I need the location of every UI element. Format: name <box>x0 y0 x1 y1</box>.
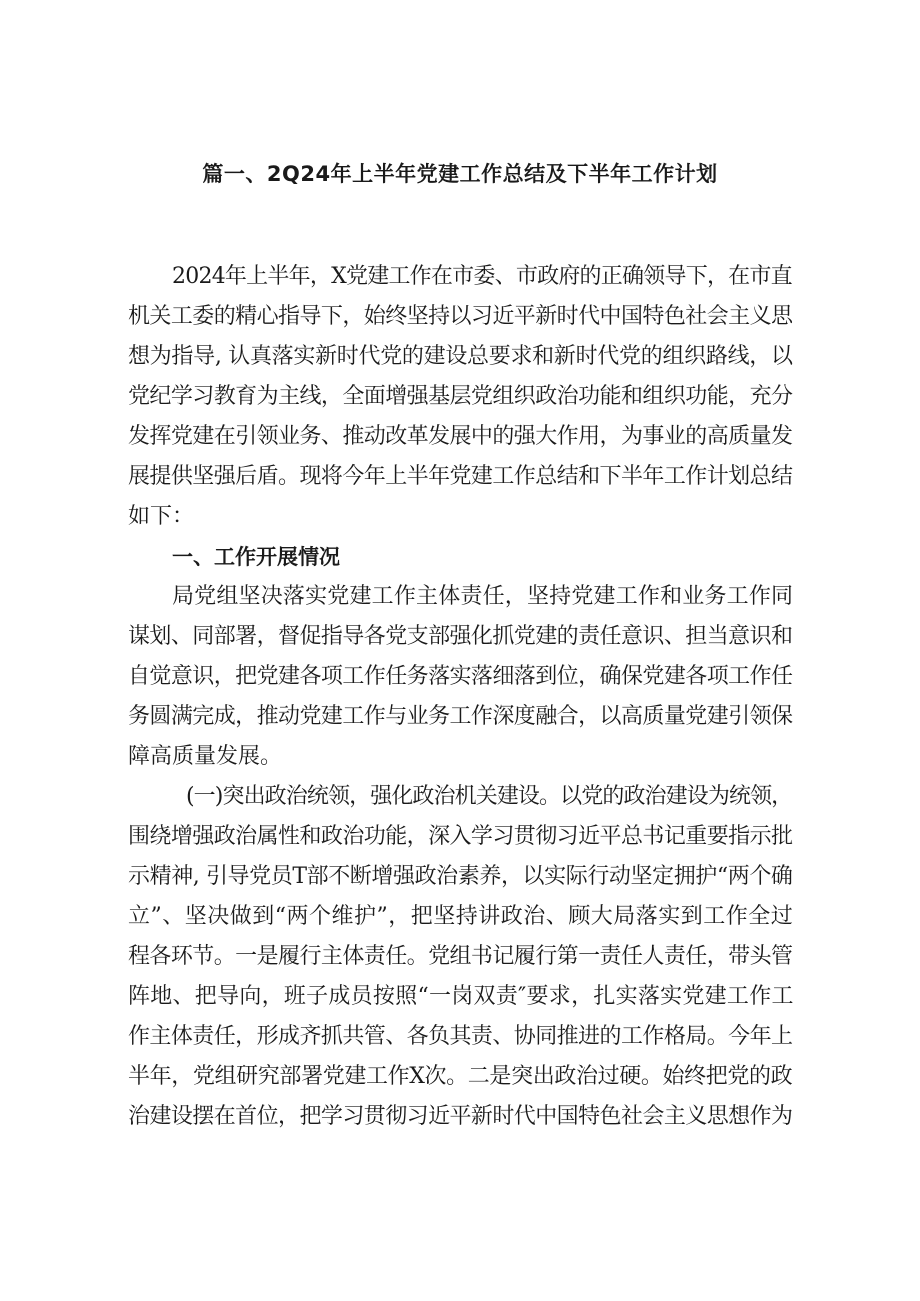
text-line: 务圆满完成，推动党建工作与业务工作深度融合，以高质量党建引领保 <box>128 704 793 729</box>
text-line: 半年，党组研究部署党建工作X次。二是突出政治过硬。始终把党的政 <box>128 1064 793 1089</box>
text-line: 程各环节。一是履行主体责任。党组书记履行第一责任人责任，带头管 <box>128 944 793 969</box>
text-line: 展提供坚强后盾。现将今年上半年党建工作总结和下半年工作计划总结 <box>128 464 793 489</box>
text-line: 围绕增强政治属性和政治功能，深入学习贯彻习近平总书记重要指示批 <box>128 824 793 849</box>
document-title: 篇一、2Q24年上半年党建工作总结及下半年工作计划 <box>202 162 718 186</box>
text-line: 谋划、同部署，督促指导各党支部强化抓党建的责任意识、担当意识和 <box>128 624 793 649</box>
text-line: 发挥党建在引领业务、推动改革发展中的强大作用，为事业的高质量发 <box>128 424 793 449</box>
text-line: 治建设摆在首位，把学习贯彻习近平新时代中国特色社会主义思想作为 <box>128 1104 793 1129</box>
text-line: 如下： <box>128 504 195 529</box>
text-line: 立”、坚决做到“两个维护”，把坚持讲政治、顾大局落实到工作全过 <box>128 904 794 929</box>
text-line: 作主体责任，形成齐抓共管、各负其责、协同推进的工作格局。今年上 <box>128 1024 793 1049</box>
text-line: 2024年上半年，X党建工作在市委、市政府的正确领导下，在市直 <box>172 264 792 289</box>
text-line: 阵地、把导向，班子成员按照“一岗双责″要求，扎实落实党建工作工 <box>128 984 794 1009</box>
text-line: 想为指导, 认真落实新时代党的建设总要求和新时代党的组织路线，以 <box>128 344 793 369</box>
text-line: 党纪学习教育为主线，全面增强基层党组织政治功能和组织功能，充分 <box>128 384 793 409</box>
text-line: 机关工委的精心指导下，始终坚持以习近平新时代中国特色社会主义思 <box>128 304 793 329</box>
text-line: 局党组坚决落实党建工作主体责任，坚持党建工作和业务工作同 <box>172 584 794 609</box>
text-line: 自觉意识，把党建各项工作任务落实落细落到位，确保党建各项工作任 <box>128 664 793 689</box>
text-line: (一)突出政治统领，强化政治机关建设。以党的政治建设为统领， <box>186 784 793 809</box>
text-line: 一、工作开展情况 <box>172 545 340 569</box>
text-line: 示精神, 引导党员T部不断增强政治素养，以实际行动坚定拥护“两个确 <box>128 864 793 889</box>
text-line: 障高质量发展。 <box>128 744 283 769</box>
